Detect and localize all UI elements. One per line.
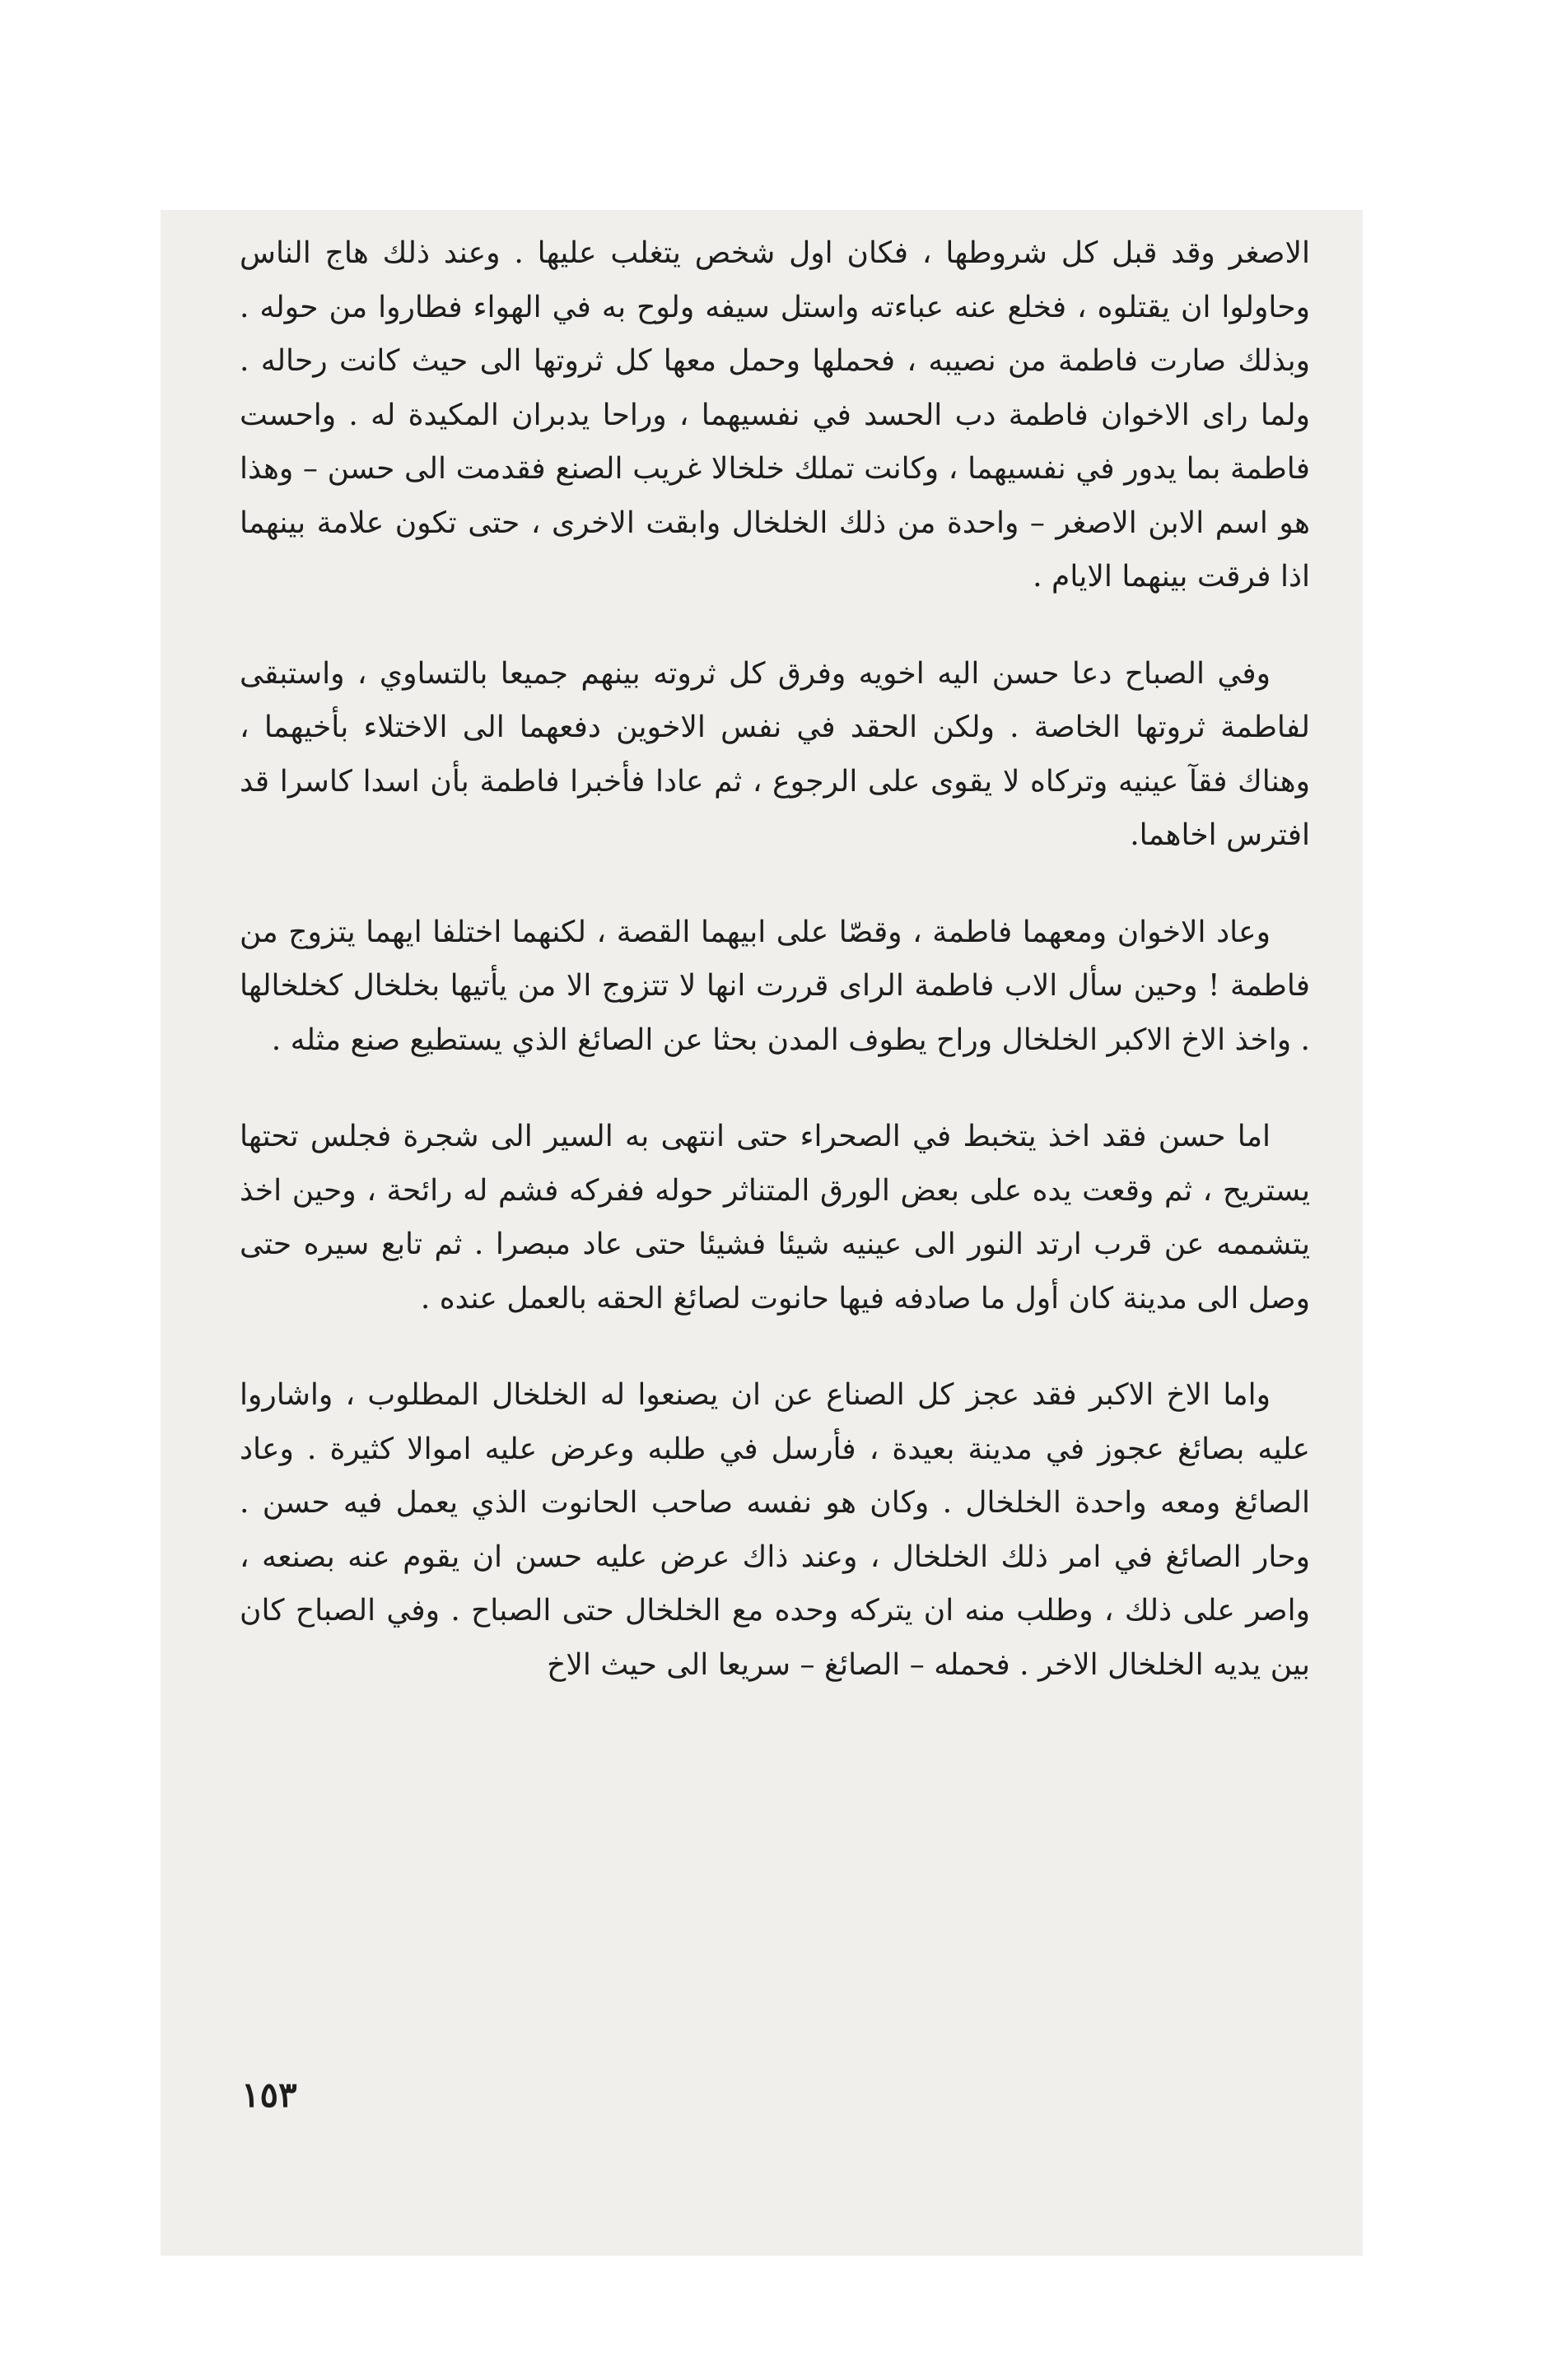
page-body (240, 226, 1310, 1692)
paragraph-5: واما الاخ الاكبر فقد عجز كل الصناع عن ان يصنعوا له الخلخال المطلوب ، واشاروا عليه بصائغ عجوز في مدينة بعيدة ، فأرسل في طلبه وعرض عليه اموالا كثيرة . وعاد الصائغ ومعه واحدة الخلخال . وكان هو نفسه صاحب الحانوت الذي يعمل فيه حسن . وحار الصائغ في امر ذلك الخلخال ، وعند ذاك عرض عليه حسن ان يقوم عنه بصنعه ، واصر على ذلك ، وطلب منه ان يتركه وحده مع الخلخال حتى الصباح . وفي الصباح كان بين يديه الخلخال الاخر . فحمله – الصائغ – سريعا الى حيث الاخ (240, 1378, 1310, 1682)
paragraph-2: وفي الصباح دعا حسن اليه اخويه وفرق كل ثروته بينهم جميعا بالتساوي ، واستبقى لفاطمة ثروتها الخاصة . ولكن الحقد في نفس الاخوين دفعهما الى الاختلاء بأخيهما ، وهناك فقآ عينيه وتركاه لا يقوى على الرجوع ، ثم عادا فأخبرا فاطمة بأن اسدا كاسرا قد افترس اخاهما. (240, 656, 1310, 852)
book-page (161, 210, 1363, 2256)
paragraph-1: الاصغر وقد قبل كل شروطها ، فكان اول شخص يتغلب عليها . وعند ذلك هاج الناس وحاولوا ان يقتلوه ، فخلع عنه عباءته واستل سيفه ولوح به في الهواء فطاروا من حوله . وبذلك صارت فاطمة من نصيبه ، فحملها وحمل معها كل ثروتها الى حيث كانت رحاله . ولما راى الاخوان فاطمة دب الحسد في نفسيهما ، وراحا يدبران المكيدة له . واحست فاطمة بما يدور في نفسيهما ، وكانت تملك خلخالا غريب الصنع فقدمت الى حسن – وهذا هو اسم الابن الاصغر – واحدة من ذلك الخلخال وابقت الاخرى ، حتى تكون علامة بينهما اذا فرقت بينهما الايام . (240, 236, 1310, 594)
page-number: ١٥٣ (241, 2075, 297, 2115)
paragraph-4: اما حسن فقد اخذ يتخبط في الصحراء حتى انتهى به السير الى شجرة فجلس تحتها يستريح ، ثم وقعت يده على بعض الورق المتناثر حوله ففركه فشم له رائحة ، وحين اخذ يتشممه عن قرب ارتد النور الى عينيه شيئا فشيئا حتى عاد مبصرا . ثم تابع سيره حتى وصل الى مدينة كان أول ما صادفه فيها حانوت لصائغ الحقه بالعمل عنده . (240, 1120, 1310, 1316)
paragraph-3: وعاد الاخوان ومعهما فاطمة ، وقصّا على ابيهما القصة ، لكنهما اختلفا ايهما يتزوج من فاطمة ! وحين سأل الاب فاطمة الراى قررت انها لا تتزوج الا من يأتيها بخلخال كخلخالها . واخذ الاخ الاكبر الخلخال وراح يطوف المدن بحثا عن الصائغ الذي يستطيع صنع مثله . (240, 915, 1310, 1057)
